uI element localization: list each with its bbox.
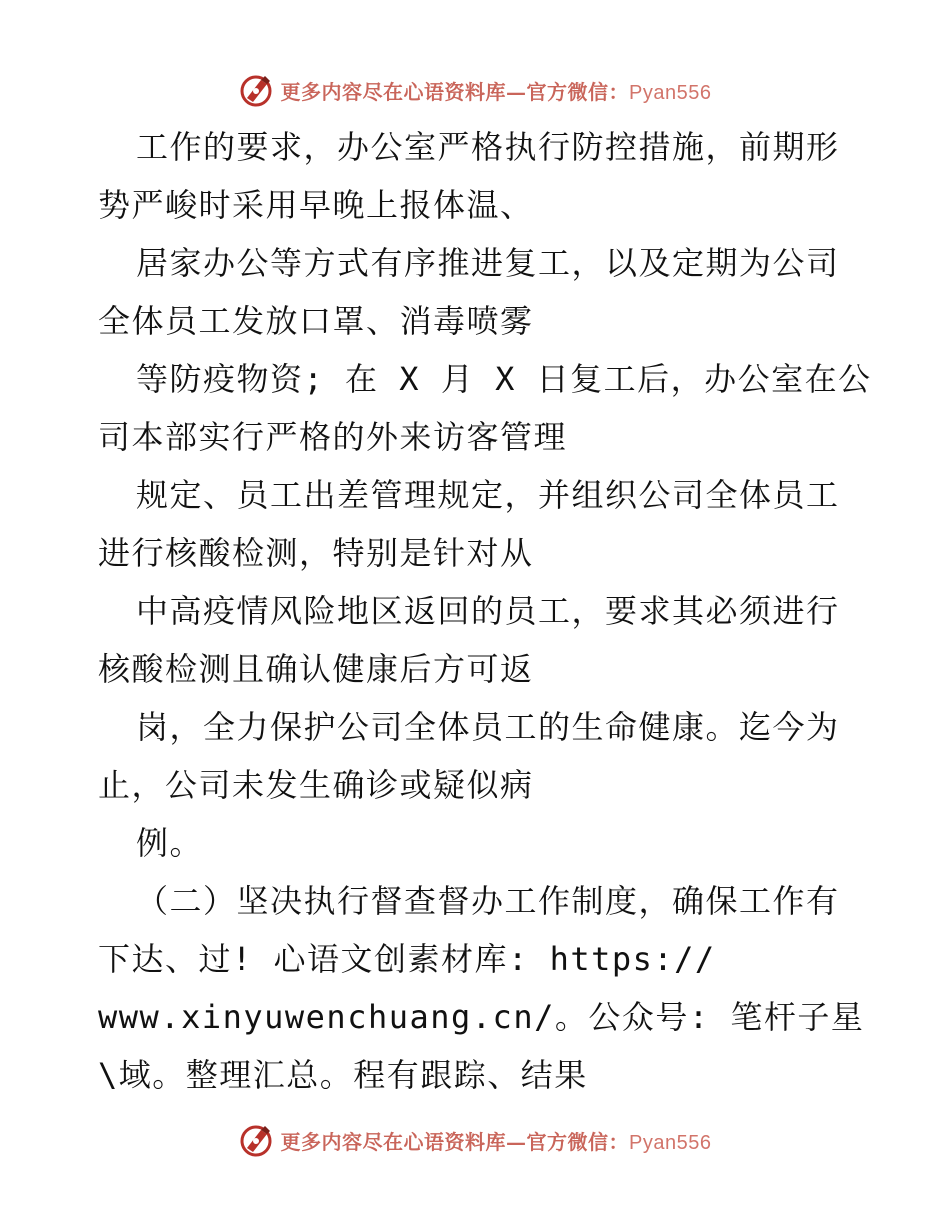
pen-nib-logo-icon (239, 72, 275, 108)
header-banner (0, 70, 950, 110)
header-wechat-id: Pyan556 (629, 81, 712, 104)
body-line: 规定、员工出差管理规定，并组织公司全体员工 (136, 476, 840, 514)
body-line: 全体员工发放口罩、消毒喷雾 (98, 302, 534, 340)
body-line: 居家办公等方式有序推进复工，以及定期为公司 (136, 244, 840, 282)
header-banner-text: 更多内容尽在心语资料库—官方微信：Pyan556 (280, 79, 712, 104)
body-line: www.xinyuwenchuang.cn/。公众号: 笔杆子星 (98, 998, 865, 1036)
pen-nib-logo-icon (239, 1122, 275, 1158)
body-line: \域。整理汇总。程有跟踪、结果 (98, 1056, 588, 1094)
body-line: 岗，全力保护公司全体员工的生命健康。迄今为 (136, 708, 840, 746)
body-line: 下达、过! 心语文创素材库: https:// (98, 940, 716, 978)
body-line: 中高疫情风险地区返回的员工，要求其必须进行 (136, 592, 840, 630)
body-line: 等防疫物资; 在 X 月 X 日复工后，办公室在公 (136, 360, 872, 398)
body-line: 核酸检测且确认健康后方可返 (98, 650, 534, 688)
body-line: （二）坚决执行督查督办工作制度，确保工作有 (136, 882, 840, 920)
body-line: 势严峻时采用早晚上报体温、 (98, 186, 534, 224)
body-line: 进行核酸检测，特别是针对从 (98, 534, 534, 572)
body-line: 司本部实行严格的外来访客管理 (98, 418, 568, 456)
body-line: 例。 (136, 824, 204, 862)
document-body (98, 118, 872, 1104)
body-line: 止，公司未发生确诊或疑似病 (98, 766, 534, 804)
body-line: 工作的要求，办公室严格执行防控措施，前期形 (136, 128, 840, 166)
footer-banner-text: 更多内容尽在心语资料库—官方微信：Pyan556 (280, 1129, 712, 1154)
footer-banner (0, 1120, 950, 1160)
footer-wechat-id: Pyan556 (629, 1131, 712, 1154)
